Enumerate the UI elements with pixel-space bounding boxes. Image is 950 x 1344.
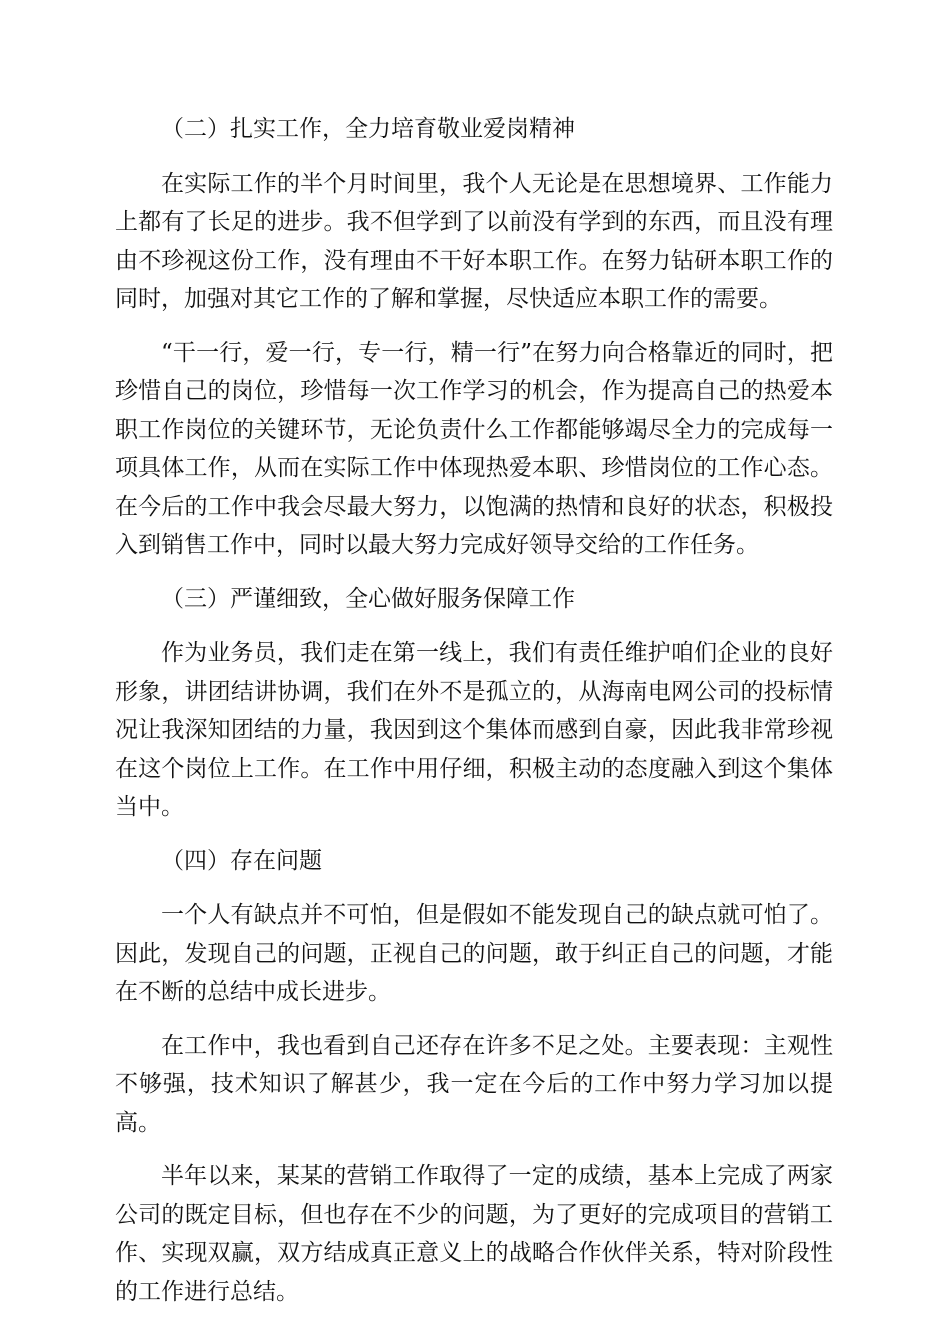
section-heading-2: （二）扎实工作，全力培育敬业爱岗精神 [161,116,575,142]
paragraph-salesperson-team: 作为业务员，我们走在第一线上，我们有责任维护咱们企业的良好形象，讲团结讲协调，我们在外不是孤立的，从海南电网公司的投标情况让我深知团结的力量，我因到这个集体而感到自豪，因此我非常珍视在这个岗位上工作。在工作中用仔细，积极主动的态度融入到这个集体当中。 [115,640,833,820]
section-heading-4: （四）存在问题 [161,847,322,874]
paragraph-half-year-summary: 半年以来，某某的营销工作取得了一定的成绩，基本上完成了两家公司的既定目标，但也存在不少的问题，为了更好的完成项目的营销工作、实现双赢，双方结成真正意义上的战略合作伙伴关系，特对阶段性的工作进行总结。 [115,1163,833,1305]
document-body [115,110,833,1326]
paragraph-half-month-progress: 在实际工作的半个月时间里，我个人无论是在思想境界、工作能力上都有了长足的进步。我不但学到了以前没有学到的东西，而且没有理由不珍视这份工作，没有理由不干好本职工作。在努力钻研本职工作的同时，加强对其它工作的了解和掌握，尽快适应本职工作的需要。 [115,170,833,312]
paragraph-deficiencies: 在工作中，我也看到自己还存在许多不足之处。主要表现：主观性不够强，技术知识了解甚少，我一定在今后的工作中努力学习加以提高。 [115,1032,833,1136]
section-heading-3: （三）严谨细致，全心做好服务保障工作 [161,585,575,612]
paragraph-shortcomings: 一个人有缺点并不可怕，但是假如不能发现自己的缺点就可怕了。因此，发现自己的问题，正视自己的问题，敢于纠正自己的问题，才能在不断的总结中成长进步。 [115,902,833,1005]
paragraph-cherish-position: “干一行，爱一行，专一行，精一行”在努力向合格靠近的同时，把珍惜自己的岗位，珍惜每一次工作学习的机会，作为提高自己的热爱本职工作岗位的关键环节，无论负责什么工作都能够竭尽全力的完成每一项具体工作，从而在实际工作中体现热爱本职、珍惜岗位的工作心态。在今后的工作中我会尽最大努力，以饱满的热情和良好的状态，积极投入到销售工作中，同时以最大努力完成好领导交给的工作任务。 [115,339,833,558]
